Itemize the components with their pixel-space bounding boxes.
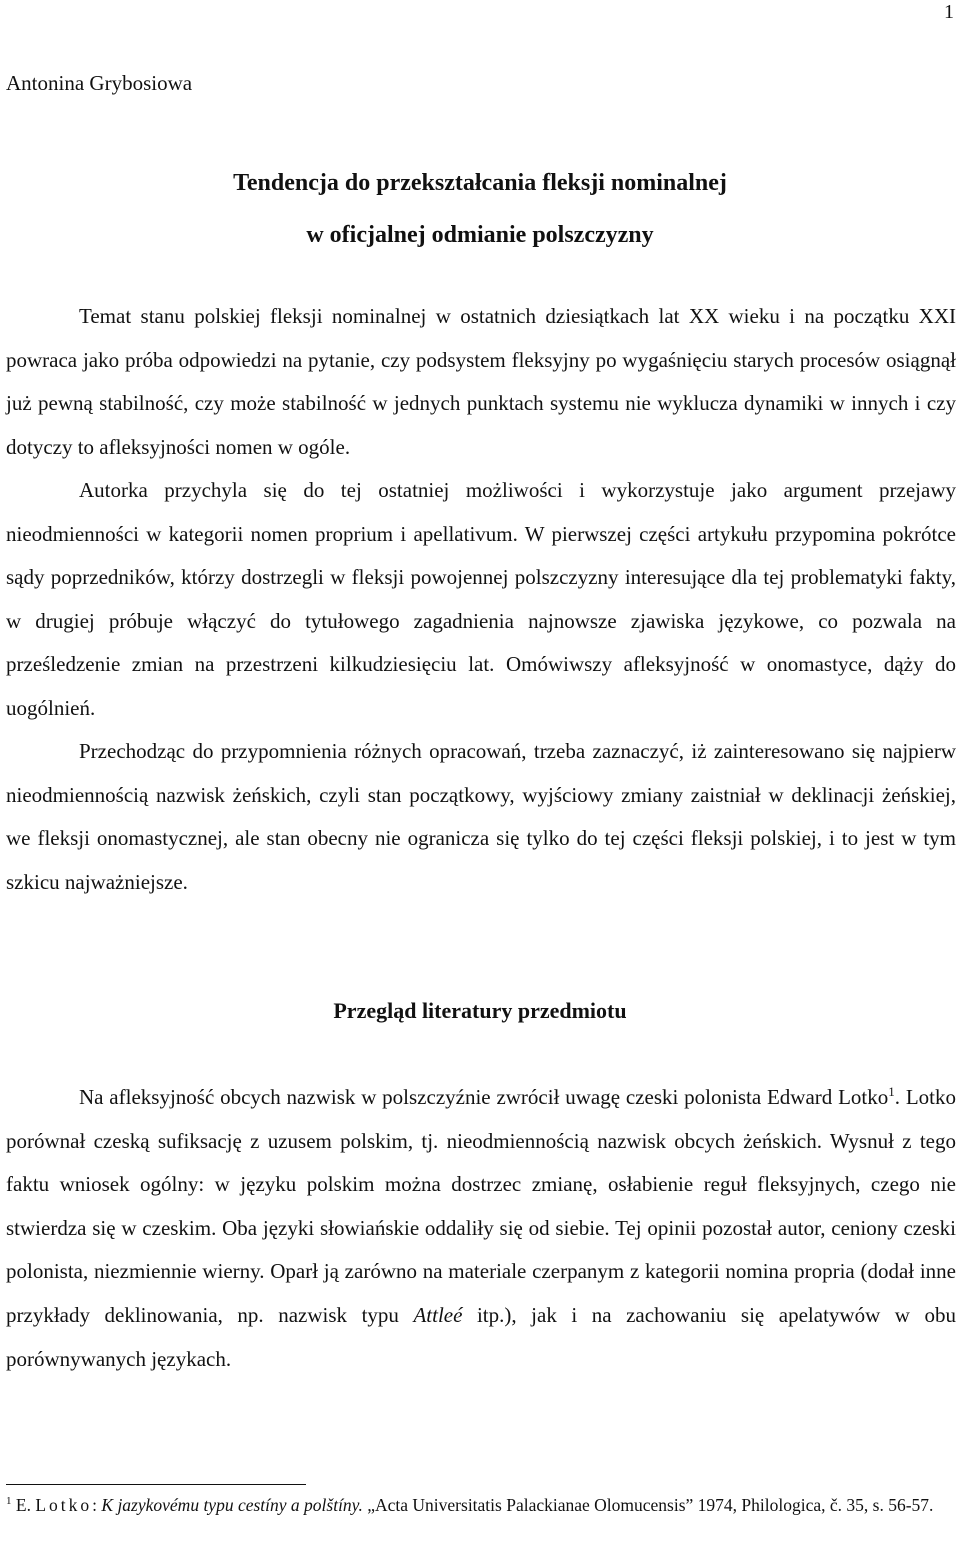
abstract-paragraph-3: Przechodząc do przypomnienia różnych opracowań, trzeba zaznaczyć, iż zainteresowano się najpierw nieodmiennością nazwisk żeńskich, czyli stan początkowy, wyjściowy zmiany zaistniał w deklinacji żeńskiej, we fleksji onomastycznej, ale stan obecny nie ogranicza się tylko do tej części fleksji polskiej, i to jest w tym szkicu najważniejsze. [6, 739, 956, 894]
title-line-2: w oficjalnej odmianie polszczyzny [306, 222, 654, 248]
italic-example: Attleé [413, 1302, 463, 1327]
section-paragraph-1 [6, 1076, 956, 1381]
abstract-block [6, 295, 956, 904]
footnote-divider [6, 1484, 306, 1485]
author-name: Antonina Grybosiowa [6, 71, 193, 95]
section-body [6, 1076, 956, 1381]
footnote-work-title: K jazykovému typu cestíny a polštíny. [101, 1495, 363, 1515]
footnote-marker: 1 [6, 1495, 12, 1507]
footnote-author: Lotko [35, 1495, 93, 1515]
section-text-b: . Lotko porównał czeską sufiksację z uzusem polskim, tj. nieodmiennością nazwisk obcych żeńskich. Wysnuł z tego faktu wniosek ogólny: w języku polskim można dostrzec zmianę, osłabienie reguł fleksyjnych, czego nie stwierdza się w czeskim. Oba języki słowiańskie oddaliły się od siebie. Tej opinii pozostał autor, ceniony czeski polonista, niezmiennie wierny. Oparł ją zarówno na materiale czerpanym z kategorii nomina propria (dodał inne przykłady deklinowania, np. nazwisk typu [6, 1085, 956, 1327]
section-text-c: itp.), jak i na zachowaniu się apelatywów w obu porównywanych językach. [6, 1302, 957, 1371]
footnote-citation: „Acta Universitatis Palackianae Olomucensis” 1974, Philologica, č. 35, s. 56-57. [362, 1495, 934, 1515]
footnote [6, 1494, 956, 1517]
article-title [0, 157, 960, 261]
abstract-paragraph-1: Temat stanu polskiej fleksji nominalnej w ostatnich dziesiątkach lat XX wieku i na początku XXI powraca jako próba odpowiedzi na pytanie, czy podsystem fleksyjny po wygaśnięciu starych procesów osiągnął już pewną stabilność, czy może stabilność w jednych punktach systemu nie wyklucza dynamiki w innych i czy dotyczy to afleksyjności nomen w ogóle. [6, 304, 956, 459]
page-number: 1 [944, 1, 954, 23]
abstract-paragraph-2: Autorka przychyla się do tej ostatniej możliwości i wykorzystuje jako argument przejawy nieodmienności w kategorii nomen proprium i apellativum. W pierwszej części artykułu przypomina pokrótce sądy poprzedników, którzy dostrzegli w fleksji powojennej polszczyzny interesujące dla tej problematyki fakty, w drugiej próbuje włączyć do tytułowego zagadnienia najnowsze zjawiska językowe, co pozwala na prześledzenie zmian na przestrzeni kilkudziesięciu lat. Omówiwszy afleksyjność w onomastyce, dąży do uogólnień. [6, 478, 956, 720]
footnote-prefix: E. [11, 1495, 36, 1515]
section-text-a: Na afleksyjność obcych nazwisk w polszczyźnie zwrócił uwagę czeski polonista Edward Lotko [79, 1085, 889, 1109]
section-heading: Przegląd literatury przedmiotu [333, 998, 627, 1023]
footnote-reference[interactable]: 1 [888, 1084, 895, 1099]
title-line-1: Tendencja do przekształcania fleksji nominalnej [233, 170, 727, 196]
footnote-separator: : [92, 1495, 102, 1515]
